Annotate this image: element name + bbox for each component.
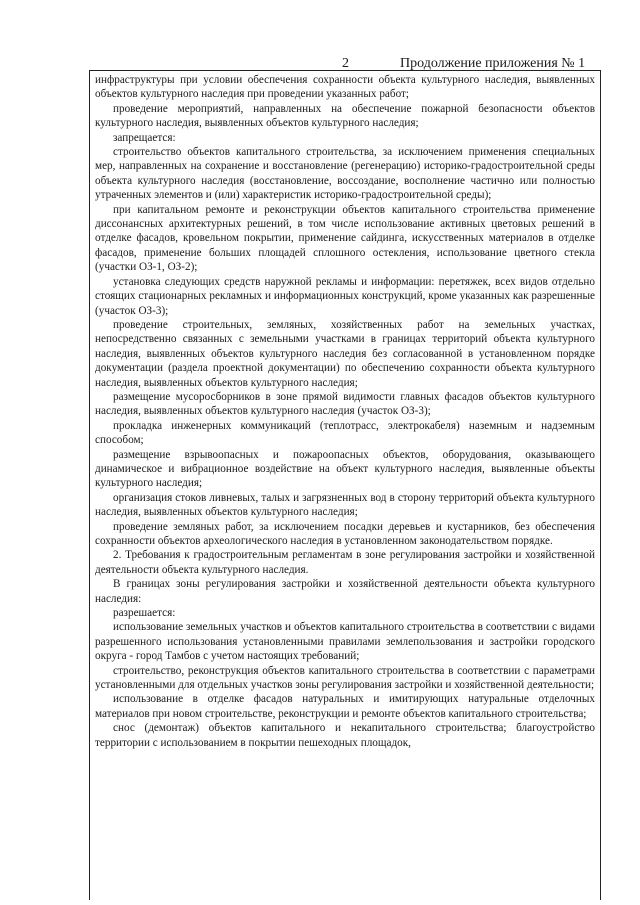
document-frame: [89, 70, 601, 900]
paragraph: В границах зоны регулирования застройки и хозяйственной деятельности объекта культурного наследия:: [95, 578, 595, 605]
paragraph: использование земельных участков и объектов капитального строительства в соответствии с видами разрешенного использования установленными правилами землепользования и застройки городского округа - город Тамбов с учетом настоящих требований;: [95, 621, 595, 663]
paragraph: строительство объектов капитального строительства, за исключением применения специальных мер, направленных на сохранение и восстановление (регенерацию) историко-градостроительной среды объекта культурного наследия (восстановление, воссоздание, восполнение частично или полностью утраченных элементов и (или) характеристик историко-градостроительной среды);: [95, 146, 595, 202]
paragraph: организация стоков ливневых, талых и загрязненных вод в сторону территорий объекта культурного наследия, выявленных объектов культурного наследия;: [95, 491, 595, 519]
paragraph: проведение строительных, земляных, хозяйственных работ на земельных участках, непосредственно связанных с земельными участками в границах территорий объекта культурного наследия, выявленных объектов культурного наследия без согласованной в установленном порядке документации (раздела проектной документации) по обеспечению сохранности объекта культурного наследия, выявленных объектов культурного наследия;: [95, 318, 595, 389]
paragraph: использование в отделке фасадов натуральных и имитирующих натуральные отделочных материалов при новом строительстве, реконструкции и ремонте объектов капитального строительства;: [95, 693, 595, 720]
paragraph: снос (демонтаж) объектов капитального и некапитального строительства; благоустройство территории с использованием в покрытии пешеходных площадок,: [95, 722, 595, 749]
paragraph: установка следующих средств наружной рекламы и информации: перетяжек, всех видов отдельно стоящих стационарных рекламных и информационных конструкций, кроме указанных как разрешенные (участок ОЗ-3);: [95, 275, 595, 317]
paragraph: разрешается:: [113, 607, 176, 620]
paragraph: при капитальном ремонте и реконструкции объектов капитального строительства применение диссонансных архитектурных решений, в том числе использование активных цветовых решений в отделке фасадов, кровельном покрытии, применение сайдинга, искусственных материалов в отделке фасадов, применение больших площадей сплошного остекления, использование цветного стекла (участки ОЗ-1, ОЗ-2);: [95, 203, 595, 274]
paragraph: строительство, реконструкция объектов капитального строительства в соответствии с параметрами установленными для отдельных участков зоны регулирования застройки и хозяйственной деятельности;: [95, 664, 595, 692]
page-number: 2: [342, 56, 349, 71]
paragraph: размещение взрывоопасных и пожароопасных объектов, оборудования, оказывающего динамическое и вибрационное воздействие на объект культурного наследия, выявленные объекты культурного наследия;: [95, 448, 595, 490]
paragraph: запрещается:: [113, 131, 176, 144]
paragraph: проведение земляных работ, за исключением посадки деревьев и кустарников, без обеспечения сохранности объектов археологического наследия в установленном законодательством порядке.: [95, 520, 595, 547]
paragraph: инфраструктуры при условии обеспечения сохранности объекта культурного наследия, выявленных объектов культурного наследия при проведении указанных работ;: [95, 74, 595, 101]
paragraph: прокладка инженерных коммуникаций (теплотрасс, электрокабеля) наземным и надземным способом;: [95, 419, 595, 447]
paragraph: размещение мусоросборников в зоне прямой видимости главных фасадов объектов культурного наследия, выявленных объектов культурного наследия (участок ОЗ-3);: [95, 390, 595, 418]
paragraph: проведение мероприятий, направленных на обеспечение пожарной безопасности объектов культурного наследия, выявленных объектов культурного наследия;: [95, 102, 595, 130]
appendix-continuation-note: Продолжение приложения № 1: [400, 56, 586, 71]
document-body: [95, 73, 595, 750]
paragraph: 2. Требования к градостроительным регламентам в зоне регулирования застройки и хозяйственной деятельности объекта культурного наследия.: [95, 549, 595, 576]
